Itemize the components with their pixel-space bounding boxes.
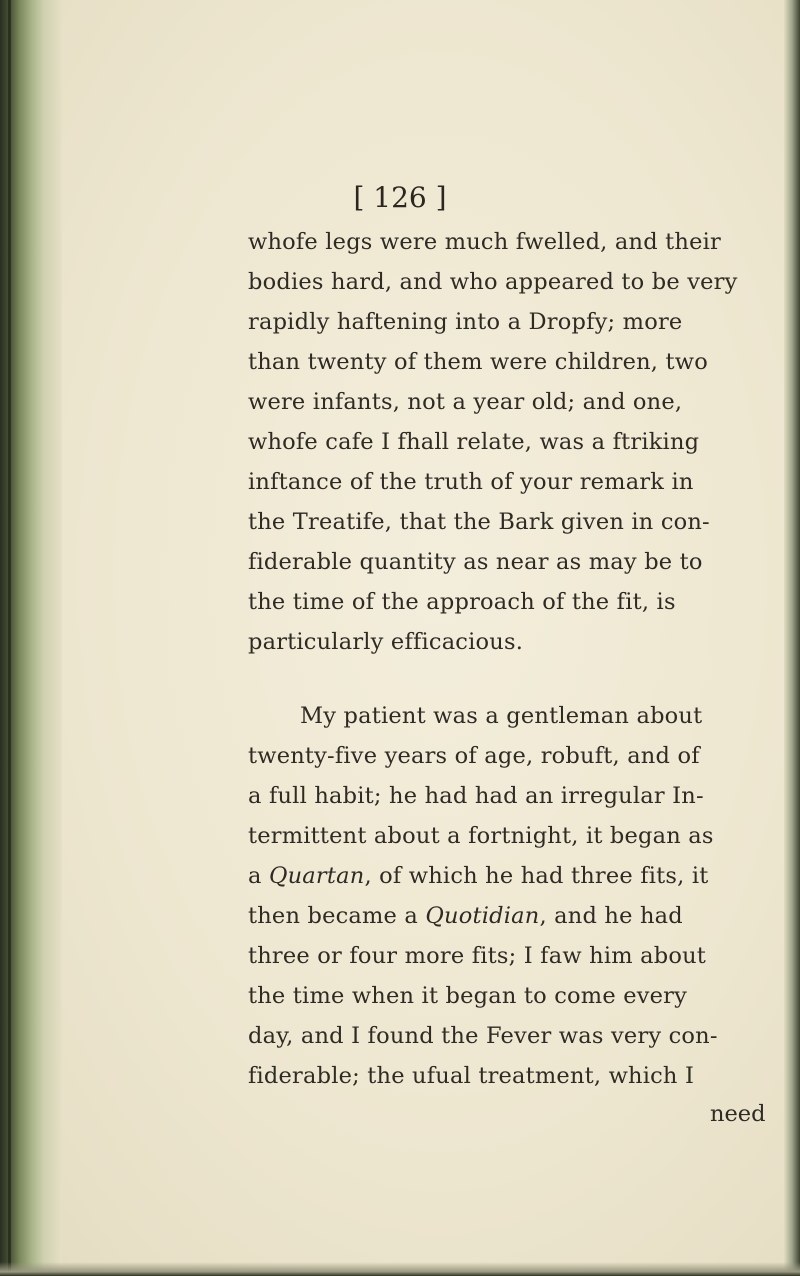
italic-term: Quartan bbox=[268, 863, 365, 889]
page-number: [ 126 ] bbox=[353, 181, 447, 214]
text-line: twenty-five years of age, robuft, and of bbox=[248, 743, 700, 769]
text-line: whofe legs were much fwelled, and their bbox=[248, 229, 721, 255]
text-line: rapidly haftening into a Dropfy; more bbox=[248, 309, 683, 335]
text-fragment: then became a bbox=[248, 903, 426, 929]
text-line: fiderable quantity as near as may be to bbox=[248, 549, 703, 575]
text-line: than twenty of them were children, two bbox=[248, 349, 708, 375]
text-line: were infants, not a year old; and one, bbox=[248, 389, 683, 415]
text-fragment: a bbox=[248, 863, 269, 889]
text-line: the time of the approach of the fit, is bbox=[248, 589, 676, 615]
text-line: a full habit; he had had an irregular In- bbox=[248, 783, 704, 809]
page-bottom-edge bbox=[0, 1262, 800, 1276]
italic-term: Quotidian bbox=[425, 903, 540, 929]
text-line: fiderable; the ufual treatment, which I bbox=[248, 1063, 695, 1089]
text-fragment: , of which he had three fits, it bbox=[364, 863, 709, 889]
text-line: particularly efficacious. bbox=[248, 629, 524, 655]
text-line bbox=[248, 903, 683, 929]
text-line: the time when it began to come every bbox=[248, 983, 688, 1009]
text-line: termittent about a fortnight, it began as bbox=[248, 823, 714, 849]
text-line: day, and I found the Fever was very con- bbox=[248, 1023, 718, 1049]
catchword: need bbox=[710, 1101, 766, 1127]
text-fragment: , and he had bbox=[539, 903, 683, 929]
text-line: three or four more fits; I faw him about bbox=[248, 943, 707, 969]
text-line: My patient was a gentleman about bbox=[300, 703, 703, 729]
text-line: the Treatife, that the Bark given in con- bbox=[248, 509, 710, 535]
text-line: whofe cafe I fhall relate, was a ftriking bbox=[248, 429, 700, 455]
text-line bbox=[248, 863, 709, 889]
text-line: inftance of the truth of your remark in bbox=[248, 469, 694, 495]
text-line: bodies hard, and who appeared to be very bbox=[248, 269, 738, 295]
